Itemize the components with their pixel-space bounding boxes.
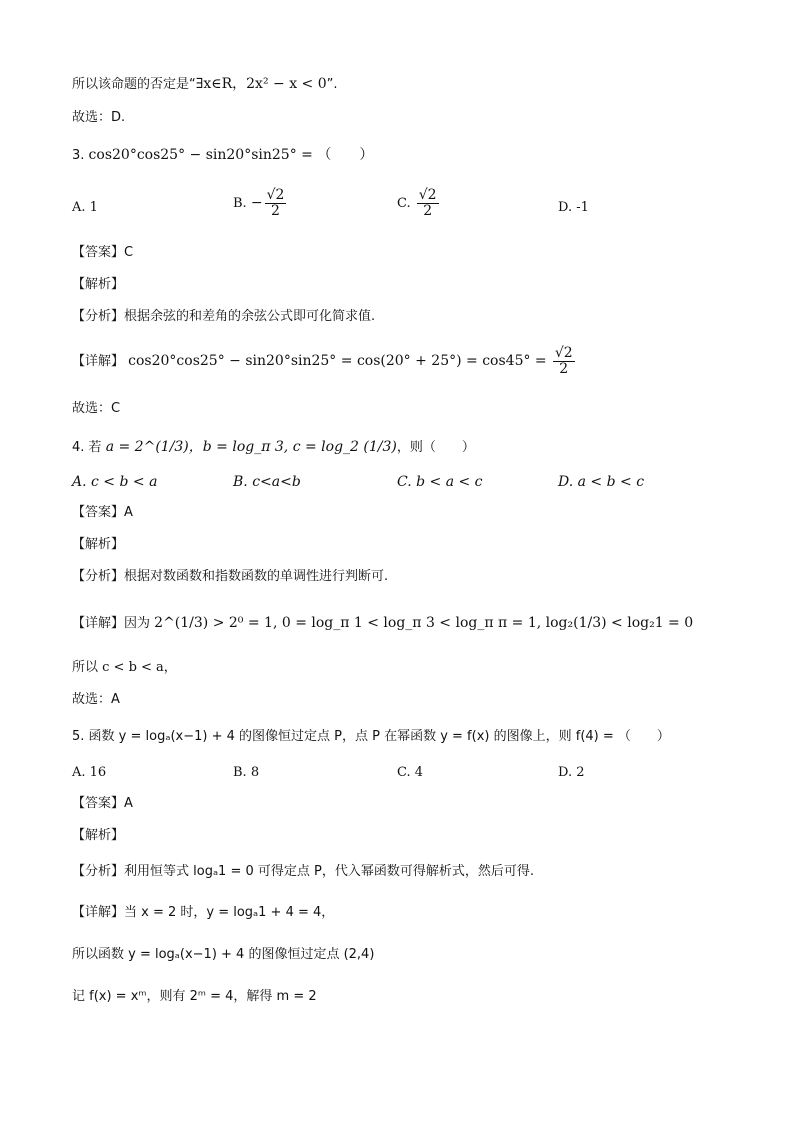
q3-analysis-head: 【解析】 [72,277,125,292]
q3-option-c [397,188,441,219]
q4-detail-math: 2^(1/3) > 2⁰ = 1, 0 = log_π 1 < log_π 3 < log_π π = 1, log₂(1/3) < log₂1 = 0 [154,615,694,631]
q3-detail-num: √2 [554,345,573,361]
q5-stem-text: 函数 y = logₐ(x−1) + 4 的图像恒过定点 P，点 P 在幂函数 y = f(x) 的图像上，则 f(4) = （ ） [88,729,670,744]
q4-option-b: B. c<a<b [233,474,301,490]
q3-option-b [233,188,288,219]
q5-answer: 【答案】A [72,796,133,811]
q5-option-c: C. 4 [397,765,424,780]
q3-answer: 【答案】C [72,245,134,260]
q5-fenxi: 【分析】利用恒等式 logₐ1 = 0 可得定点 P，代入幂函数可得解析式，然后可得. [72,864,534,879]
q3-c-den: 2 [423,203,433,219]
q3-option-d: D. -1 [558,200,589,215]
q3-stem [72,145,373,166]
q4-fenxi: 【分析】根据对数函数和指数函数的单调性进行判断可. [72,569,389,584]
q4-detail-prefix: 【详解】因为 [72,616,151,631]
q3-detail-math: cos20°cos25° − sin20°sin25° = cos(20° + 25°) = cos45° = [128,353,547,369]
q3-c-num: √2 [418,187,437,203]
q4-stem [72,437,475,458]
q4-option-a: A. c < b < a [72,474,158,490]
q3-option-a: A. 1 [72,200,98,215]
negation-suffix: ”. [326,77,338,92]
q4-choose: 故选：A [72,692,120,707]
q4-detail [72,613,693,634]
q4-number: 4. [72,440,85,455]
negation-line [72,74,338,95]
choose-d-line: 故选：D. [72,110,126,125]
q5-option-b: B. 8 [233,765,260,780]
q5-number: 5. [72,729,85,744]
q3-option-b-label: B. [233,196,247,211]
q5-analysis-head: 【解析】 [72,828,125,843]
q5-stem [72,727,670,747]
q4-stem-prefix: 若 [88,440,102,455]
negation-math: ∃x∈R，2x² − x < 0 [195,76,327,92]
q4-option-c: C. b < a < c [397,474,483,490]
q3-detail-den: 2 [559,361,569,377]
q3-option-c-label: C. [397,196,411,211]
q5-detail-2: 所以函数 y = logₐ(x−1) + 4 的图像恒过定点 (2,4) [72,947,375,962]
q5-option-a: A. 16 [72,765,107,780]
q3-option-b-sign: − [250,195,263,211]
q3-option-b-frac [265,188,287,219]
q4-stem-math: a = 2^(1/3)，b = log_π 3, c = log_2 (1/3) [105,439,397,455]
q3-choose: 故选：C [72,401,121,416]
q4-analysis-head: 【解析】 [72,537,125,552]
q3-stem-math: cos20°cos25° − sin20°sin25° = （ ） [88,147,374,163]
q4-so: 所以 c < b < a， [72,660,177,675]
negation-prefix: 所以该命题的否定是“ [72,77,196,92]
q5-detail-1: 【详解】当 x = 2 时，y = logₐ1 + 4 = 4， [72,905,335,920]
q3-b-den: 2 [271,203,280,219]
q3-number: 3. [72,148,85,163]
q4-option-d: D. a < b < c [558,474,645,490]
q3-detail-frac [553,346,575,377]
q3-detail-prefix: 【详解】 [72,354,125,369]
q5-detail-3: 记 f(x) = xᵐ，则有 2ᵐ = 4，解得 m = 2 [72,989,317,1004]
q3-option-c-frac [417,188,439,219]
q3-fenxi: 【分析】根据余弦的和差角的余弦公式即可化简求值. [72,309,376,324]
q4-stem-suffix: ，则（ ） [396,440,475,455]
q3-detail [72,346,577,377]
q3-b-num: √2 [266,187,285,203]
q4-answer: 【答案】A [72,505,133,520]
q5-option-d: D. 2 [558,765,585,780]
